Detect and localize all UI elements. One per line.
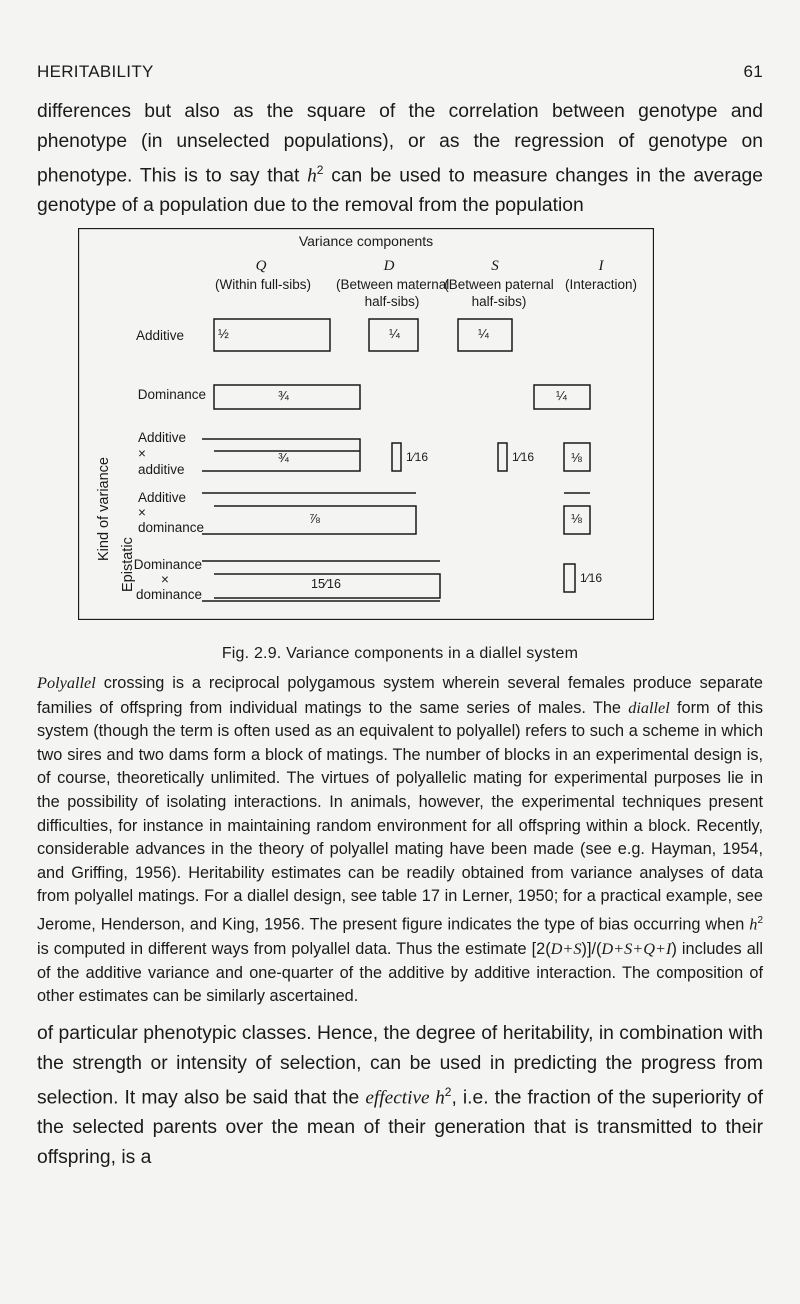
box-add-q bbox=[214, 319, 330, 351]
note-text-4: )]/( bbox=[581, 939, 602, 958]
row-axd-2: × bbox=[138, 505, 146, 520]
figure-caption: Fig. 2.9. Variance components in a diallel system bbox=[221, 645, 579, 662]
col-q-letter: Q bbox=[255, 258, 267, 274]
bottom-paragraph bbox=[37, 1019, 763, 1172]
box-dxd-i bbox=[564, 564, 575, 592]
row-axa-2: × bbox=[138, 446, 146, 461]
val-dxd-i: 1⁄16 bbox=[580, 571, 603, 585]
val-dxd-q: 15⁄16 bbox=[311, 577, 341, 591]
note-formula-1: D+S bbox=[550, 938, 582, 958]
val-add-d: ¼ bbox=[389, 326, 400, 341]
variance-components-figure bbox=[78, 228, 654, 620]
bottom-h-superscript: 2 bbox=[444, 1085, 452, 1100]
note-h-symbol: h bbox=[749, 914, 758, 934]
val-axa-s: 1⁄16 bbox=[512, 450, 535, 464]
figure-heading: Variance components bbox=[298, 233, 434, 249]
col-s-letter: S bbox=[491, 258, 499, 274]
box-axa-d bbox=[392, 443, 401, 471]
bottom-text-2: , i.e. the fraction of the superiority of the selected parents over the mean of their generation that is transmitted to their offspring, is a bbox=[37, 1087, 763, 1168]
bottom-text-1: of particular phenotypic classes. Hence, the degree of heritability, in combination with the strength or intensity of selection, can be used in predicting the progress from selection. It may also be said that the bbox=[37, 1023, 763, 1109]
note-text-2: form of this system (though the term is often used as an equivalent to polyallel) refers to such a scheme in which two sires and two dams form a block of matings. The number of blocks in an experimental design is, of course, theoretically unlimited. The virtues of polyallelic mating for experimental purposes lie in the possibility of isolating interactions. In animals, however, the experimental techniques present difficulties, for instance in maintaining random environment for all offspring within a block. Recently, considerable advances in the theory of polyallel mating have been made (see e.g. Hayman, 1954, and Griffing, 1956). Heritability estimates can be readily obtained from variance analyses of data from polyallel matings. For a diallel design, see table 17 in Lerner, 1950; for a practical example, see Jerome, Henderson, and King, 1956. The present figure indicates the type of bias occurring when bbox=[37, 698, 763, 934]
term-diallel: diallel bbox=[628, 697, 670, 717]
note-h-superscript: 2 bbox=[757, 914, 763, 926]
row-axd-3: dominance bbox=[138, 520, 205, 535]
val-axd-i: ⅛ bbox=[571, 511, 582, 526]
term-polyallel: Polyallel bbox=[37, 673, 96, 692]
top-line-1: differences but also as the square of the correlation between genotype and bbox=[37, 101, 763, 122]
val-axd-q: ⅞ bbox=[309, 511, 320, 526]
top-line-3b: can be used to measure changes in the bbox=[323, 165, 686, 187]
col-q-desc: (Within full-sibs) bbox=[214, 277, 311, 292]
top-line-3a: phenotype. This is to say that bbox=[37, 165, 308, 187]
val-axa-q: ¾ bbox=[278, 450, 289, 465]
col-s-desc2: half-sibs) bbox=[471, 294, 527, 309]
note-formula-2: D+S+Q+I bbox=[601, 938, 672, 958]
col-i-letter: I bbox=[598, 258, 604, 274]
running-head-title: HERITABILITY bbox=[37, 62, 154, 81]
figure-note-paragraph bbox=[37, 671, 763, 1009]
row-axd-1: Additive bbox=[138, 490, 187, 505]
note-text-3: is computed in different ways from polyallel data. Thus the estimate [2( bbox=[37, 939, 551, 958]
row-axa-3: additive bbox=[138, 462, 185, 477]
page-number: 61 bbox=[743, 62, 763, 81]
col-d-desc1: (Between maternal bbox=[336, 277, 450, 292]
col-i-desc: (Interaction) bbox=[564, 277, 638, 292]
row-dxd-2: × bbox=[161, 572, 169, 587]
row-dxd-3: dominance bbox=[135, 587, 202, 602]
term-effective-h: effective h bbox=[365, 1087, 445, 1109]
val-add-q: ½ bbox=[218, 326, 229, 341]
row-additive: Additive bbox=[135, 328, 184, 343]
note-text-5: ) includes all of the additive variance and one-quarter of the additive by additive interaction. The composition of other estimates can be similarly ascertained. bbox=[37, 939, 763, 1006]
col-d-desc2: half-sibs) bbox=[364, 294, 420, 309]
top-line-2: phenotype (in unselected populations), or as the regression of genotype on bbox=[37, 130, 763, 152]
val-axa-d: 1⁄16 bbox=[406, 450, 429, 464]
top-line-4: average genotype of a population due to the removal from the population bbox=[37, 165, 763, 217]
val-dom-i: ¼ bbox=[556, 388, 567, 403]
col-s-desc1: (Between paternal bbox=[444, 277, 554, 292]
axis-epistatic: Epistatic bbox=[120, 537, 136, 592]
box-axa-s bbox=[498, 443, 507, 471]
note-text-1: crossing is a reciprocal polygamous system wherein several females produce separate families of offspring from individual matings to the same series of males. The bbox=[37, 674, 763, 717]
val-axa-i: ⅛ bbox=[571, 450, 582, 465]
val-add-s: ¼ bbox=[478, 326, 489, 341]
h-superscript: 2 bbox=[316, 163, 324, 178]
row-axa-1: Additive bbox=[138, 430, 187, 445]
row-dxd-1: Dominance bbox=[133, 557, 202, 572]
top-paragraph bbox=[37, 97, 763, 221]
row-dominance: Dominance bbox=[137, 387, 206, 402]
col-d-letter: D bbox=[383, 258, 395, 274]
h-symbol: h bbox=[307, 165, 317, 187]
val-dom-q: ¾ bbox=[278, 388, 289, 403]
axis-kind-of-variance: Kind of variance bbox=[96, 457, 112, 561]
